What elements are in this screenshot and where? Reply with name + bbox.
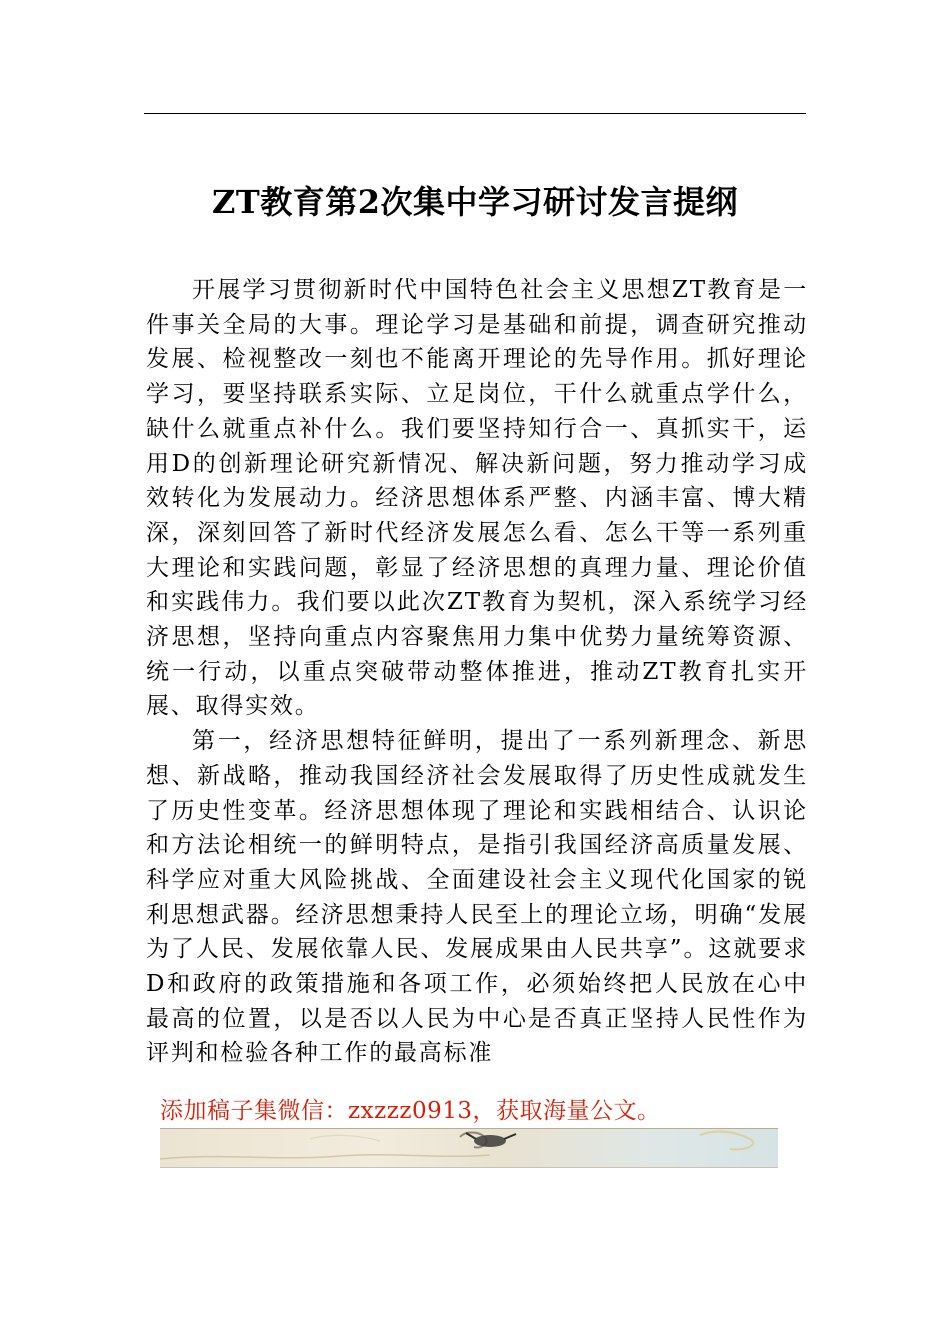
ink-wash-illustration bbox=[160, 1129, 778, 1167]
document-title: ZT教育第2次集中学习研讨发言提纲 bbox=[212, 183, 738, 221]
header-rule bbox=[144, 113, 806, 114]
decorative-banner-image bbox=[160, 1128, 778, 1168]
document-body bbox=[146, 273, 808, 1071]
paragraph-1: 开展学习贯彻新时代中国特色社会主义思想ZT教育是一件事关全局的大事。理论学习是基础和前提，调查研究推动发展、检视整改一刻也不能离开理论的先导作用。抓好理论学习，要坚持联系实际、立足岗位，干什么就重点学什么，缺什么就重点补什么。我们要坚持知行合一、真抓实干，运用D的创新理论研究新情况、解决新问题，努力推动学习成效转化为发展动力。经济思想体系严整、内涵丰富、博大精深，深刻回答了新时代经济发展怎么看、怎么干等一系列重大理论和实践问题，彰显了经济思想的真理力量、理论价值和实践伟力。我们要以此次ZT教育为契机，深入系统学习经济思想，坚持向重点内容聚焦用力集中优势力量统筹资源、统一行动，以重点突破带动整体推进，推动ZT教育扎实开展、取得实效。 bbox=[146, 277, 808, 720]
paragraph-2: 第一，经济思想特征鲜明，提出了一系列新理念、新思想、新战略，推动我国经济社会发展取得了历史性成就发生了历史性变革。经济思想体现了理论和实践相结合、认识论和方法论相统一的鲜明特点，是指引我国经济高质量发展、科学应对重大风险挑战、全面建设社会主义现代化国家的锐利思想武器。经济思想秉持人民至上的理论立场，明确“发展为了人民、发展依靠人民、发展成果由人民共享”。这就要求D和政府的政策措施和各项工作，必须始终把人民放在心中最高的位置，以是否以人民为中心是否真正坚持人民性作为评判和检验各种工作的最高标准 bbox=[146, 728, 808, 1067]
promo-text: 添加稿子集微信：zxzzz0913，获取海量公文。 bbox=[160, 1098, 661, 1124]
